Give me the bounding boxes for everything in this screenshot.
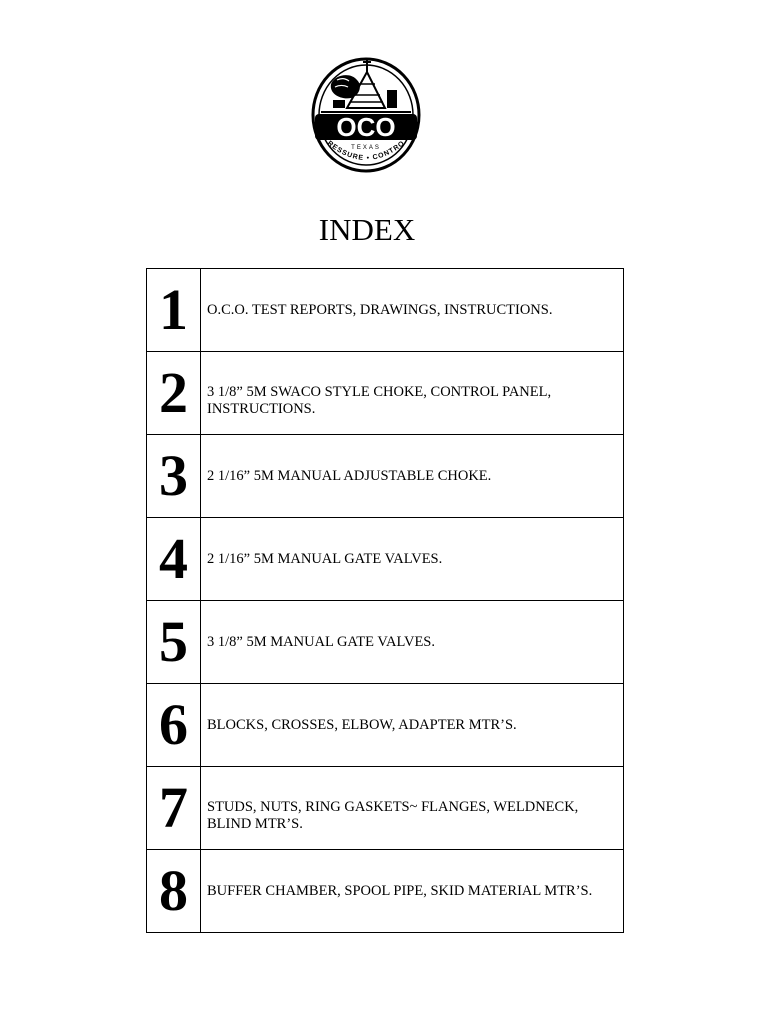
section-description: 2 1/16” 5M MANUAL ADJUSTABLE CHOKE.: [201, 435, 624, 518]
section-description: 3 1/8” 5M SWACO STYLE CHOKE, CONTROL PANEL, INSTRUCTIONS.: [201, 352, 624, 435]
index-row-7: [147, 767, 624, 850]
index-row-4: [147, 518, 624, 601]
section-number: 2: [147, 352, 201, 435]
section-number: 3: [147, 435, 201, 518]
section-number: 1: [147, 269, 201, 352]
section-number: 5: [147, 601, 201, 684]
section-description: 2 1/16” 5M MANUAL GATE VALVES.: [201, 518, 624, 601]
index-row-5: [147, 601, 624, 684]
svg-text:TEXAS: TEXAS: [351, 145, 381, 151]
index-row-3: [147, 435, 624, 518]
company-logo: [307, 50, 425, 174]
section-number: 4: [147, 518, 201, 601]
logo-seal-icon: [307, 50, 425, 174]
section-description: 3 1/8” 5M MANUAL GATE VALVES.: [201, 601, 624, 684]
svg-text:PRESSURE • CONTROL: RESSURE • CONTRO: [325, 139, 407, 163]
index-row-2: [147, 352, 624, 435]
index-row-1: [147, 269, 624, 352]
section-description: BLOCKS, CROSSES, ELBOW, ADAPTER MTR’S.: [201, 684, 624, 767]
section-description: O.C.O. TEST REPORTS, DRAWINGS, INSTRUCTIONS.: [201, 269, 624, 352]
section-description: BUFFER CHAMBER, SPOOL PIPE, SKID MATERIAL MTR’S.: [201, 850, 624, 933]
index-row-8: [147, 850, 624, 933]
page-title: INDEX: [318, 212, 416, 247]
section-number: 6: [147, 684, 201, 767]
section-description: STUDS, NUTS, RING GASKETS~ FLANGES, WELDNECK, BLIND MTR’S.: [201, 767, 624, 850]
section-number: 8: [147, 850, 201, 933]
svg-text:OCO: OCO: [336, 112, 396, 142]
section-number: 7: [147, 767, 201, 850]
index-table: [146, 268, 624, 933]
index-row-6: [147, 684, 624, 767]
